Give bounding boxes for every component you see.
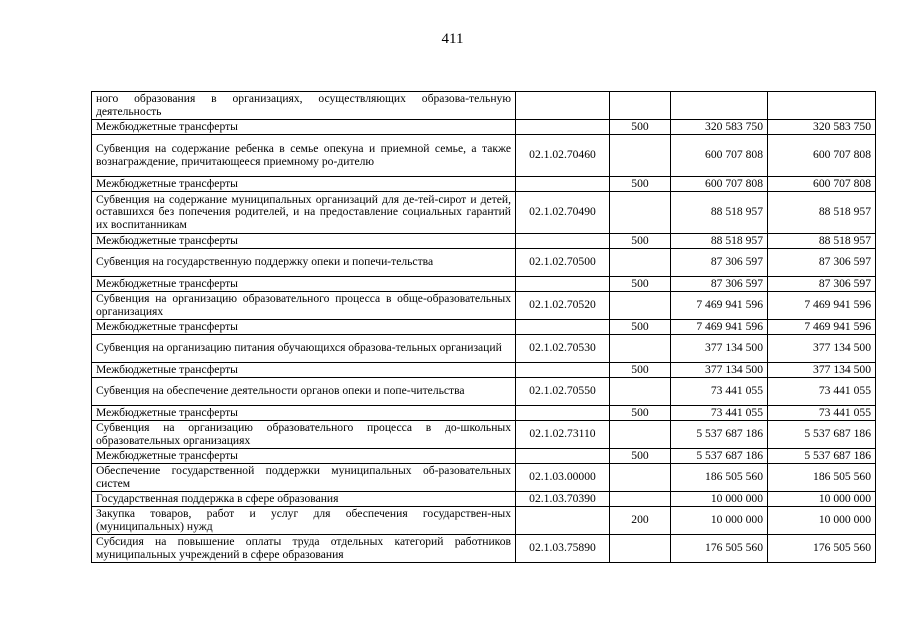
expense-type-cell: [610, 535, 671, 563]
amount-year1-cell: 5 537 687 186: [671, 421, 768, 449]
target-code-cell: [516, 120, 610, 135]
amount-year1-cell: 10 000 000: [671, 507, 768, 535]
table-row: [92, 320, 876, 335]
table-row: [92, 92, 876, 120]
target-code-cell: [516, 234, 610, 249]
item-name-cell: Субвенция на организацию образовательного процесса в до-школьных образовательных организациях: [92, 421, 516, 449]
table-row: [92, 292, 876, 320]
amount-year1-cell: 377 134 500: [671, 335, 768, 363]
amount-year2-cell: 88 518 957: [768, 192, 876, 234]
item-name-cell: Межбюджетные трансферты: [92, 120, 516, 135]
table-row: [92, 177, 876, 192]
expense-type-cell: [610, 92, 671, 120]
budget-table-body: [92, 92, 876, 563]
table-row: [92, 507, 876, 535]
expense-type-cell: 500: [610, 177, 671, 192]
amount-year2-cell: 320 583 750: [768, 120, 876, 135]
item-name-cell: Межбюджетные трансферты: [92, 406, 516, 421]
item-name-cell: Субвенция на обеспечение деятельности органов опеки и попе-чительства: [92, 378, 516, 406]
amount-year1-cell: 600 707 808: [671, 177, 768, 192]
amount-year2-cell: 7 469 941 596: [768, 320, 876, 335]
amount-year1-cell: 87 306 597: [671, 249, 768, 277]
target-code-cell: [516, 406, 610, 421]
amount-year1-cell: 600 707 808: [671, 135, 768, 177]
expense-type-cell: [610, 464, 671, 492]
budget-table: [91, 91, 876, 563]
item-name-cell: Обеспечение государственной поддержки муниципальных об-разовательных систем: [92, 464, 516, 492]
amount-year2-cell: 600 707 808: [768, 135, 876, 177]
target-code-cell: 02.1.02.70490: [516, 192, 610, 234]
amount-year1-cell: 88 518 957: [671, 234, 768, 249]
amount-year2-cell: 186 505 560: [768, 464, 876, 492]
item-name-cell: Межбюджетные трансферты: [92, 320, 516, 335]
table-row: [92, 421, 876, 449]
target-code-cell: 02.1.02.70520: [516, 292, 610, 320]
table-row: [92, 464, 876, 492]
target-code-cell: [516, 363, 610, 378]
amount-year1-cell: 73 441 055: [671, 406, 768, 421]
expense-type-cell: 500: [610, 277, 671, 292]
amount-year2-cell: 73 441 055: [768, 406, 876, 421]
item-name-cell: ного образования в организациях, осуществляющих образова-тельную деятельность: [92, 92, 516, 120]
target-code-cell: 02.1.03.00000: [516, 464, 610, 492]
target-code-cell: [516, 177, 610, 192]
amount-year2-cell: 600 707 808: [768, 177, 876, 192]
table-row: [92, 492, 876, 507]
table-row: [92, 335, 876, 363]
table-row: [92, 192, 876, 234]
target-code-cell: 02.1.03.75890: [516, 535, 610, 563]
expense-type-cell: 500: [610, 406, 671, 421]
amount-year2-cell: 377 134 500: [768, 363, 876, 378]
expense-type-cell: [610, 421, 671, 449]
amount-year2-cell: 5 537 687 186: [768, 449, 876, 464]
amount-year2-cell: 377 134 500: [768, 335, 876, 363]
table-row: [92, 535, 876, 563]
amount-year1-cell: 88 518 957: [671, 192, 768, 234]
expense-type-cell: [610, 292, 671, 320]
target-code-cell: 02.1.02.70550: [516, 378, 610, 406]
item-name-cell: Субвенция на государственную поддержку опеки и попечи-тельства: [92, 249, 516, 277]
expense-type-cell: [610, 335, 671, 363]
amount-year1-cell: 73 441 055: [671, 378, 768, 406]
item-name-cell: Межбюджетные трансферты: [92, 177, 516, 192]
amount-year1-cell: 176 505 560: [671, 535, 768, 563]
amount-year2-cell: 10 000 000: [768, 492, 876, 507]
amount-year1-cell: 186 505 560: [671, 464, 768, 492]
table-row: [92, 378, 876, 406]
amount-year1-cell: [671, 92, 768, 120]
table-row: [92, 277, 876, 292]
target-code-cell: [516, 320, 610, 335]
item-name-cell: Субсидия на повышение оплаты труда отдельных категорий работников муниципальных учреждений в сфере образования: [92, 535, 516, 563]
amount-year2-cell: 10 000 000: [768, 507, 876, 535]
amount-year2-cell: 73 441 055: [768, 378, 876, 406]
expense-type-cell: [610, 135, 671, 177]
amount-year1-cell: 7 469 941 596: [671, 292, 768, 320]
amount-year1-cell: 10 000 000: [671, 492, 768, 507]
amount-year2-cell: 87 306 597: [768, 249, 876, 277]
expense-type-cell: [610, 492, 671, 507]
target-code-cell: 02.1.02.70530: [516, 335, 610, 363]
item-name-cell: Межбюджетные трансферты: [92, 277, 516, 292]
expense-type-cell: 500: [610, 320, 671, 335]
expense-type-cell: [610, 378, 671, 406]
amount-year1-cell: 5 537 687 186: [671, 449, 768, 464]
table-row: [92, 363, 876, 378]
table-row: [92, 234, 876, 249]
table-row: [92, 135, 876, 177]
item-name-cell: Межбюджетные трансферты: [92, 234, 516, 249]
amount-year2-cell: 5 537 687 186: [768, 421, 876, 449]
expense-type-cell: 500: [610, 120, 671, 135]
target-code-cell: [516, 507, 610, 535]
item-name-cell: Межбюджетные трансферты: [92, 449, 516, 464]
item-name-cell: Государственная поддержка в сфере образования: [92, 492, 516, 507]
target-code-cell: 02.1.02.70460: [516, 135, 610, 177]
page-number: 411: [441, 31, 464, 47]
table-row: [92, 449, 876, 464]
table-row: [92, 120, 876, 135]
item-name-cell: Субвенция на организацию образовательного процесса в обще-образовательных организациях: [92, 292, 516, 320]
target-code-cell: 02.1.03.70390: [516, 492, 610, 507]
expense-type-cell: 200: [610, 507, 671, 535]
table-row: [92, 406, 876, 421]
expense-type-cell: 500: [610, 363, 671, 378]
target-code-cell: [516, 277, 610, 292]
item-name-cell: Межбюджетные трансферты: [92, 363, 516, 378]
target-code-cell: 02.1.02.73110: [516, 421, 610, 449]
item-name-cell: Закупка товаров, работ и услуг для обеспечения государствен-ных (муниципальных) нужд: [92, 507, 516, 535]
item-name-cell: Субвенция на содержание ребенка в семье опекуна и приемной семье, а также вознаграждение, причитающееся приемному ро-дителю: [92, 135, 516, 177]
item-name-cell: Субвенция на содержание муниципальных организаций для де-тей-сирот и детей, оставшихся без попечения родителей, и на предоставление социальных гарантий их воспитанникам: [92, 192, 516, 234]
item-name-cell: Субвенция на организацию питания обучающихся образова-тельных организаций: [92, 335, 516, 363]
table-row: [92, 249, 876, 277]
expense-type-cell: 500: [610, 449, 671, 464]
amount-year1-cell: 7 469 941 596: [671, 320, 768, 335]
expense-type-cell: [610, 249, 671, 277]
amount-year2-cell: 176 505 560: [768, 535, 876, 563]
amount-year2-cell: [768, 92, 876, 120]
expense-type-cell: [610, 192, 671, 234]
amount-year2-cell: 7 469 941 596: [768, 292, 876, 320]
target-code-cell: [516, 92, 610, 120]
amount-year1-cell: 87 306 597: [671, 277, 768, 292]
amount-year2-cell: 87 306 597: [768, 277, 876, 292]
amount-year1-cell: 377 134 500: [671, 363, 768, 378]
amount-year1-cell: 320 583 750: [671, 120, 768, 135]
target-code-cell: [516, 449, 610, 464]
amount-year2-cell: 88 518 957: [768, 234, 876, 249]
target-code-cell: 02.1.02.70500: [516, 249, 610, 277]
expense-type-cell: 500: [610, 234, 671, 249]
